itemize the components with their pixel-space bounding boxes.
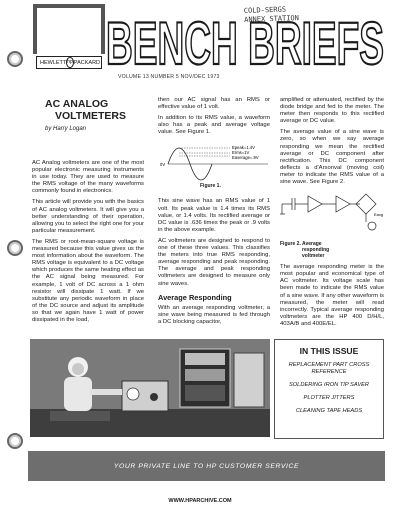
paragraph: AC voltmeters are designed to respond to one of these three values. This classifies the meters into true RMS responding, average responding and peak responding. The average and peak responding voltmeters are designed to measure only sine waves. xyxy=(158,237,270,287)
paragraph: amplified or attenuated, rectified by the diode bridge and fed to the meter. The meter then responds to this rectified average or DC value. xyxy=(280,97,384,125)
column-2 xyxy=(158,97,270,330)
figure-1-caption: Figure 1. xyxy=(200,183,221,189)
hp-logo-icon: hp xyxy=(66,57,74,68)
customer-service-banner: YOUR PRIVATE LINE TO HP CUSTOMER SERVICE xyxy=(28,451,385,481)
lab-bench-photo xyxy=(30,339,270,437)
svg-text:Eavg: Eavg xyxy=(374,212,384,217)
paragraph: The RMS or root-mean-square voltage is measured because this value gives us the most information about the waveform. The RMS voltage is equivalent to a DC voltage which produces the same heating effect as the AC signal being measured. For example, 1 volt of DC across a 1 ohm resistor will dissipate 1 watt. If we substitute any periodic waveform in place of the DC source and adjust its amplitude so that we again have 1 watt of power dissipated in the load, xyxy=(32,238,144,323)
in-this-issue-box xyxy=(274,339,384,439)
svg-text:BENCH BRIEFS: BENCH BRIEFS xyxy=(106,10,384,72)
volume-line: VOLUME 13 NUMBER 5 NOV/DEC 1973 xyxy=(118,74,220,80)
issue-item[interactable]: CLEANING TAPE HEADS xyxy=(295,408,363,414)
issue-item[interactable]: PLOTTER JITTERS xyxy=(303,395,355,401)
binder-hole-middle xyxy=(7,240,23,256)
column-1 xyxy=(32,160,144,328)
svg-text:0V: 0V xyxy=(160,162,166,167)
paragraph: This sine wave has an RMS value of 1 volt. Its peak value is 1.4 times its RMS value, or 1.4 volts. Its rectified average or DC value is .636 times the peak or .9 volts in the above example. xyxy=(158,198,270,233)
in-this-issue-heading: IN THIS ISSUE xyxy=(299,346,359,356)
issue-item[interactable]: REPLACEMENT PART CROSS REFERENCE xyxy=(288,362,370,375)
binder-hole-bottom xyxy=(7,433,23,449)
postal-stamp: COLD-SERGS ANNEX STATION xyxy=(243,5,300,24)
subhead-average-responding: Average Responding xyxy=(158,292,232,302)
paragraph: The average responding meter is the most popular and economical type of AC voltmeter. Its voltage scale has been made to indicate the RMS value of a sine wave. If any other waveform is measured, the meter will read incorrectly. Typical average responding voltmeters are the HP 400 D/H/L, 403A/B and 400E/EL. xyxy=(280,264,384,327)
paragraph: In addition to its RMS value, a waveform also has a peak and average voltage value. See Figure 1. xyxy=(158,115,270,136)
figure-2-circuit xyxy=(280,192,384,244)
hp-logo: HEWLETT hp PACKARD xyxy=(36,56,102,69)
paragraph: This article will provide you with the basics of AC analog voltmeters. It will give you a better understanding of their operation, allowing you to select the right one for your particular measurement. xyxy=(32,199,144,234)
paragraph: AC Analog voltmeters are one of the most popular electronic measuring instruments in use today. They are used to measure the RMS voltage of the many waveforms commonly found in electronics. xyxy=(32,160,144,195)
paragraph: then our AC signal has an RMS or effective value of 1 volt. xyxy=(158,97,270,111)
footer-url[interactable]: WWW.HPARCHIVE.COM xyxy=(168,498,232,504)
svg-text:Epeak=1.4V: Epeak=1.4V xyxy=(232,145,255,150)
paragraph: With an average responding voltmeter, a sine wave being measured is fed through a DC blocking capacitor, xyxy=(158,304,270,325)
article-title: AC ANALOG VOLTMETERS xyxy=(45,98,126,122)
svg-text:Eaverage=.9V: Eaverage=.9V xyxy=(232,155,259,160)
issue-item[interactable]: SOLDERING IRON TIP SAVER xyxy=(288,382,370,388)
figure-1-sine-wave xyxy=(160,134,272,186)
binder-hole-top xyxy=(7,51,23,67)
svg-text:Erms=1V: Erms=1V xyxy=(232,150,250,155)
figure-2-caption: Figure 2. Average responding voltmeter xyxy=(280,241,330,259)
byline: by Harry Logan xyxy=(45,126,87,132)
paragraph: The average value of a sine wave is zero, so when we say average responding we mean the rectified average or DC component after rectification. This DC component deflects a d'Arsonval (moving coil) meter to indicate the RMS value of a sine wave. See Figure 2. xyxy=(280,129,384,186)
